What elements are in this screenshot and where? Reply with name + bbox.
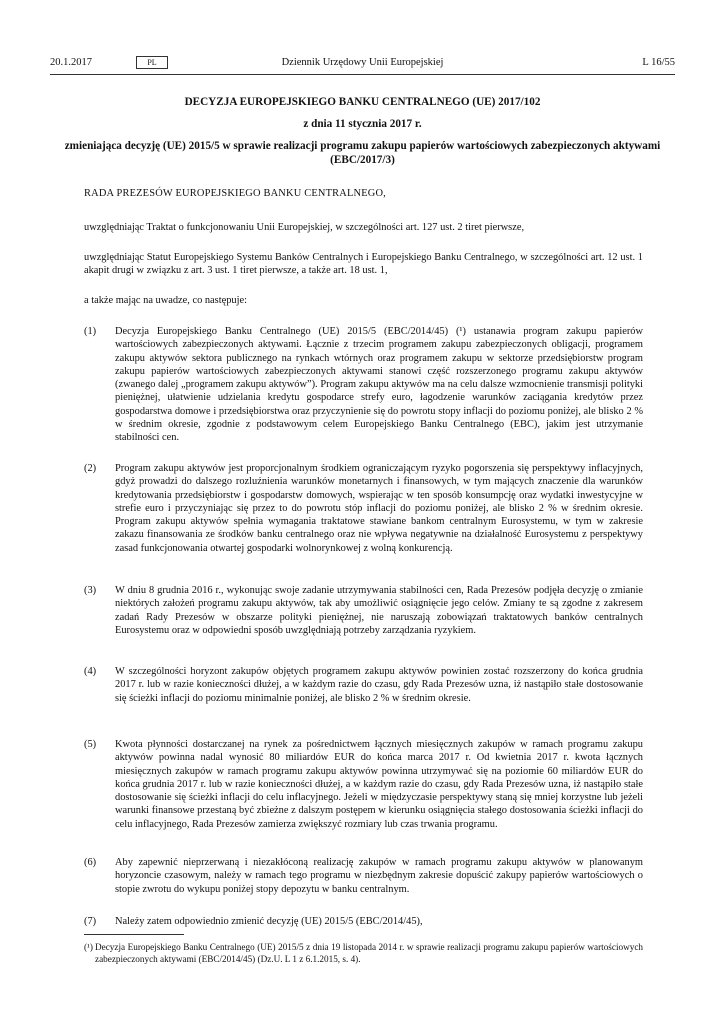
document-title [50,95,675,167]
page-header [50,53,675,75]
recital-number: (6) [84,857,97,868]
header-divider [50,74,675,75]
decision-title: DECYZJA EUROPEJSKIEGO BANKU CENTRALNEGO (UE) 2017/102 [184,96,541,108]
recitals-intro: a także mając na uwadze, co następuje: [84,295,247,306]
recital-number: (3) [84,585,97,596]
recital-text: Program zakupu aktywów jest proporcjonalnym środkiem ograniczającym ryzyko pogorszenia się perspektywy inflacyjnych, gdyż prowadzi do dalszego rozluźnienia warunków monetarnych i finansowych, w tym mających znaczenie dla warunków kredytowania przedsiębiorstw i gospodarstw domowych, wspierając w ten sposób konsumpcję oraz wydatki inwestycyjne w strefie euro i przyczyniając się przez to do powrotu stóp inflacji do poziomu poniżej, ale blisko 2 % w średnim okresie. Program zakupu aktywów spełnia wymagania traktatowe stawiane bankom centralnym Eurosystemu, w tym w zakresie zakazu finansowania ze środków banku centralnego oraz nie wpływa negatywnie na działalność Eurosystemu z perspektywy zasad funkcjonowania otwartej gospodarki wolnorynkowej z wolną konkurencją. [115,463,643,554]
citation-statute: uwzględniając Statut Europejskiego Systemu Banków Centralnych i Europejskiego Banku Centralnego, w szczególności art. 12 ust. 1 akapit drugi w związku z art. 3 ust. 1 tiret pierwsze, a także art. 18 ust. 1, [84,252,643,277]
journal-title: Dziennik Urzędowy Unii Europejskiej [281,57,444,68]
citation-treaty: uwzględniając Traktat o funkcjonowaniu Unii Europejskiej, w szczególności art. 127 ust. 2 tiret pierwsze, [84,222,525,233]
footnote-number: (¹) [84,942,93,952]
footnote-divider [84,934,184,935]
page-number: L 16/55 [642,57,675,68]
recital-number: (5) [84,739,97,750]
recital-number: (4) [84,666,97,677]
recital-text: Kwota płynności dostarczanej na rynek za pośrednictwem łącznych miesięcznych zakupów w ramach programu zakupu aktywów powinna nadal wynosić 80 miliardów EUR do końca marca 2017 r. Od kwietnia 2017 r. kwota łącznych miesięcznych zakupów w ramach programu zakupu aktywów powinna utrzymywać się na poziomie 60 miliardów EUR do końca grudnia 2017 r. lub w razie konieczności dłużej, a w każdym razie do czasu, gdy Rada Prezesów uzna, iż nastąpiło stałe dostosowanie się ścieżki inflacji do celu inflacyjnego. Jeżeli w międzyczasie perspektywy staną się mniej korzystne lub jeżeli warunki finansowe przestaną być zbieżne z dalszym postępem w kierunku osiągnięcia stałego dostosowania ścieżki inflacji do celu inflacyjnego, Rada Prezesów zamierza zwiększyć rozmiary lub czas trwania programu. [115,739,643,830]
recital-text: W dniu 8 grudnia 2016 r., wykonując swoje zadanie utrzymywania stabilności cen, Rada Prezesów podjęła decyzję o zmianie niektórych założeń programu zakupu aktywów, tak aby umożliwić osiągnięcie jego celów. Zmiany te są zgodne z zakresem zadań Rady Prezesów w obszarze polityki pieniężnej, nie naruszają zobowiązań traktatowych banków centralnych Eurosystemu oraz w odpowiedni sposób uwzględniają potrzeby zarządzania ryzykiem. [115,585,643,636]
recital-text: Należy zatem odpowiednio zmienić decyzję (UE) 2015/5 (EBC/2014/45), [115,916,423,927]
recital-text: Aby zapewnić nieprzerwaną i niezakłóconą realizację zakupów w ramach programu zakupu aktywów w planowanym horyzoncie czasowym, należy w ramach tego programu w niezbędnym zakresie dopuścić zakupy papierów wartościowych o stopie zwrotu do wykupu poniżej stopy depozytu w banku centralnym. [115,857,643,895]
decision-subject: zmieniająca decyzję (UE) 2015/5 w sprawie realizacji programu zakupu papierów wartościowych zabezpieczonych aktywami (EBC/2017/3) [64,140,661,166]
recital-text: Decyzja Europejskiego Banku Centralnego (UE) 2015/5 (EBC/2014/45) (¹) ustanawia program zakupu papierów wartościowych zabezpieczonych aktywami. Łącznie z trzecim programem zakupu zabezpieczonych obligacji, programem zakupu aktywów sektora publicznego na rynkach wtórnych oraz programem zakupu w sektorze przedsiębiorstw program zakupu papierów wartościowych zabezpieczonych aktywami stanowi część rozszerzonego programu zakupu aktywów (zwanego dalej „programem zakupu aktywów”). Program zakupu aktywów ma na celu dalsze wzmocnienie transmisji polityki pieniężnej, ułatwienie udzielania kredytu gospodarce strefy euro, łagodzenie warunków zaciągania kredytów przez gospodarstwa domowe i przedsiębiorstwa oraz przyczynienie się do powrotu stopy inflacji do poziomu poniżej, ale blisko 2 % w średnim okresie, zgodnie z podstawowym celem Europejskiego Banku Centralnego (EBC), jakim jest utrzymanie stabilności cen. [115,326,643,444]
council-heading: RADA PREZESÓW EUROPEJSKIEGO BANKU CENTRALNEGO, [84,188,386,199]
decision-date: z dnia 11 stycznia 2017 r. [303,118,422,130]
language-badge: PL [136,56,168,69]
publication-date: 20.1.2017 [50,57,92,68]
recital-text: W szczególności horyzont zakupów objętych programem zakupu aktywów powinien zostać rozszerzony do końca grudnia 2017 r. lub w razie konieczności dłużej, a w każdym razie do czasu, gdy Rada Prezesów uzna, iż nastąpiło stałe dostosowanie się ścieżki inflacji do poziomu minimalnie poniżej, ale blisko 2 % w średnim okresie. [115,666,643,704]
recital-number: (2) [84,463,97,474]
recital-number: (7) [84,916,97,927]
recital-number: (1) [84,326,97,337]
footnote-text: Decyzja Europejskiego Banku Centralnego (UE) 2015/5 z dnia 19 listopada 2014 r. w sprawie realizacji programu zakupu papierów wartościowych zabezpieczonych aktywami (EBC/2014/45) (Dz.U. L 1 z 6.1.2015, s. 4). [95,942,643,964]
